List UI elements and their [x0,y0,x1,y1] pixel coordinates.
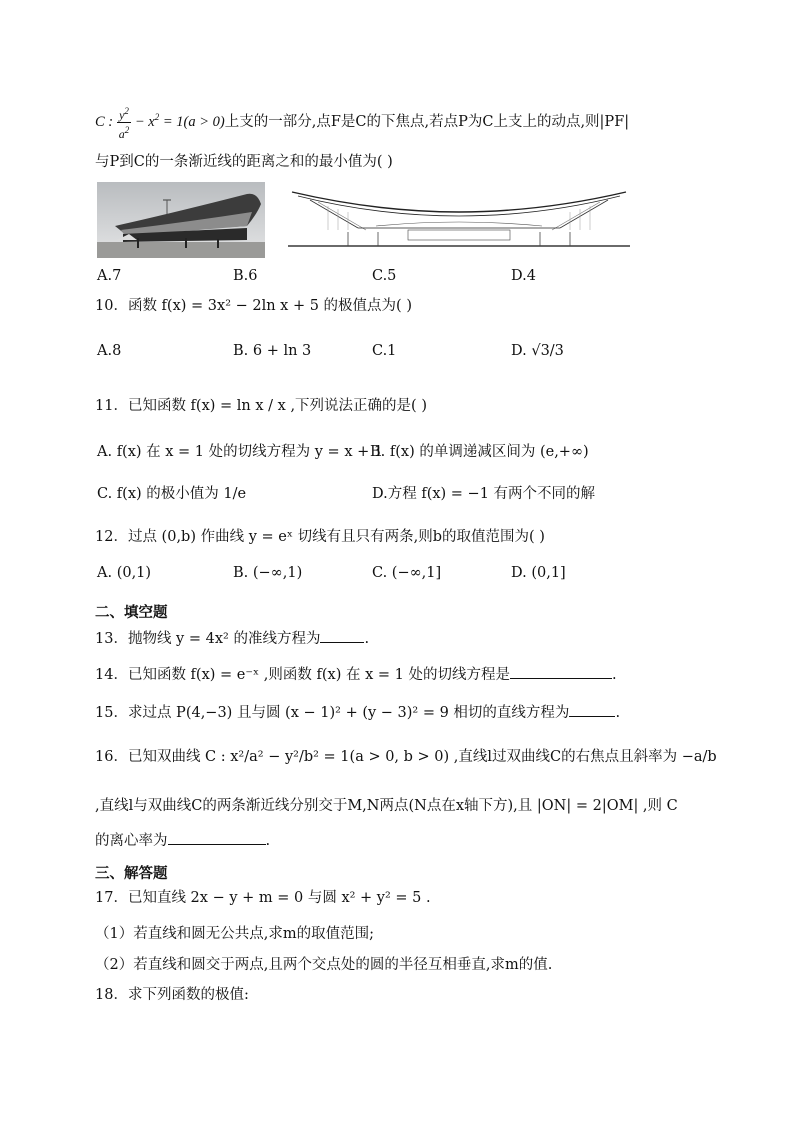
q16-line2: ,直线l与双曲线C的两条渐近线分别交于M,N两点(N点在x轴下方),且 |ON| = 2|OM| ,则 C [95,798,678,814]
q16-answer-blank [168,830,266,845]
q17-stem: 17．已知直线 2x − y + m = 0 与圆 x² + y² = 5 . [95,890,431,906]
q12-stem: 12．过点 (0,b) 作曲线 y = eˣ 切线有且只有两条,则b的取值范围为( ) [95,529,545,545]
q13-line: 13．抛物线 y = 4x² 的准线方程为 . [95,628,369,649]
q9-option-c: C.5 [372,268,397,284]
q13-answer-blank [320,628,364,643]
stadium-photo [97,182,265,258]
section-solution-heading: 三、解答题 [95,866,168,882]
q9-option-a: A.7 [97,268,122,284]
q12-option-b: B. (−∞,1) [233,565,303,581]
q12-option-a: A. (0,1) [97,565,152,581]
q17-part1: （1）若直线和圆无公共点,求m的取值范围; [95,926,374,942]
q17-part2: （2）若直线和圆交于两点,且两个交点处的圆的半径互相垂直,求m的值. [95,957,553,973]
q16-line1: 16．已知双曲线 C : x²/a² − y²/b² = 1(a > 0, b > 0) ,直线l过双曲线C的右焦点且斜率为 −a/b [95,749,717,765]
q15-answer-blank [569,702,615,717]
q9-line2: 与P到C的一条渐近线的距离之和的最小值为( ) [95,154,393,170]
q10-stem: 10．函数 f(x) = 3x² − 2ln x + 5 的极值点为( ) [95,298,412,314]
q14-answer-blank [510,664,612,679]
q15-stem: 15．求过点 P(4,−3) 且与圆 (x − 1)² + (y − 3)² = 9 相切的直线方程为 [95,705,570,721]
q11-option-c: C. f(x) 的极小值为 1/e [97,486,247,502]
q14-line: 14．已知函数 f(x) = e⁻ˣ ,则函数 f(x) 在 x = 1 处的切线方程是 . [95,664,617,685]
q10-option-d: D. √3/3 [511,343,564,359]
section-fill-in-heading: 二、填空题 [95,605,168,621]
q10-option-a: A.8 [97,343,122,359]
q16-line3: 的离心率为 . [95,830,270,851]
q11-option-d: D.方程 f(x) = −1 有两个不同的解 [372,486,596,502]
q9-hyperbola-equation: C : $\frac{y^2}{a^2}$ − $x^2 = 1(a > 0)$ [95,106,225,141]
q9-line1 [95,104,629,141]
q18-stem: 18．求下列函数的极值: [95,987,249,1003]
stadium-section-drawing [288,186,630,252]
q15-line: 15．求过点 P(4,−3) 且与圆 (x − 1)² + (y − 3)² = 9 相切的直线方程为 . [95,702,620,723]
q9-option-b: B.6 [233,268,258,284]
q16-line3-text: 的离心率为 [95,833,168,849]
q11-stem: 11．已知函数 f(x) = ln x / x ,下列说法正确的是( ) [95,398,427,414]
q13-stem: 13．抛物线 y = 4x² 的准线方程为 [95,631,321,647]
q11-option-b: B. f(x) 的单调递减区间为 (e,+∞) [370,444,589,460]
q10-option-b: B. 6 + ln 3 [233,343,312,359]
q9-option-d: D.4 [511,268,536,284]
q10-option-c: C.1 [372,343,397,359]
q12-option-c: C. (−∞,1] [372,565,442,581]
q11-option-a: A. f(x) 在 x = 1 处的切线方程为 y = x + 1 [97,444,384,460]
q14-stem: 14．已知函数 f(x) = e⁻ˣ ,则函数 f(x) 在 x = 1 处的切线方程是 [95,667,510,683]
q12-option-d: D. (0,1] [511,565,566,581]
q9-line1-text: 上支的一部分,点F是C的下焦点,若点P为C上支上的动点,则|PF| [224,113,630,130]
